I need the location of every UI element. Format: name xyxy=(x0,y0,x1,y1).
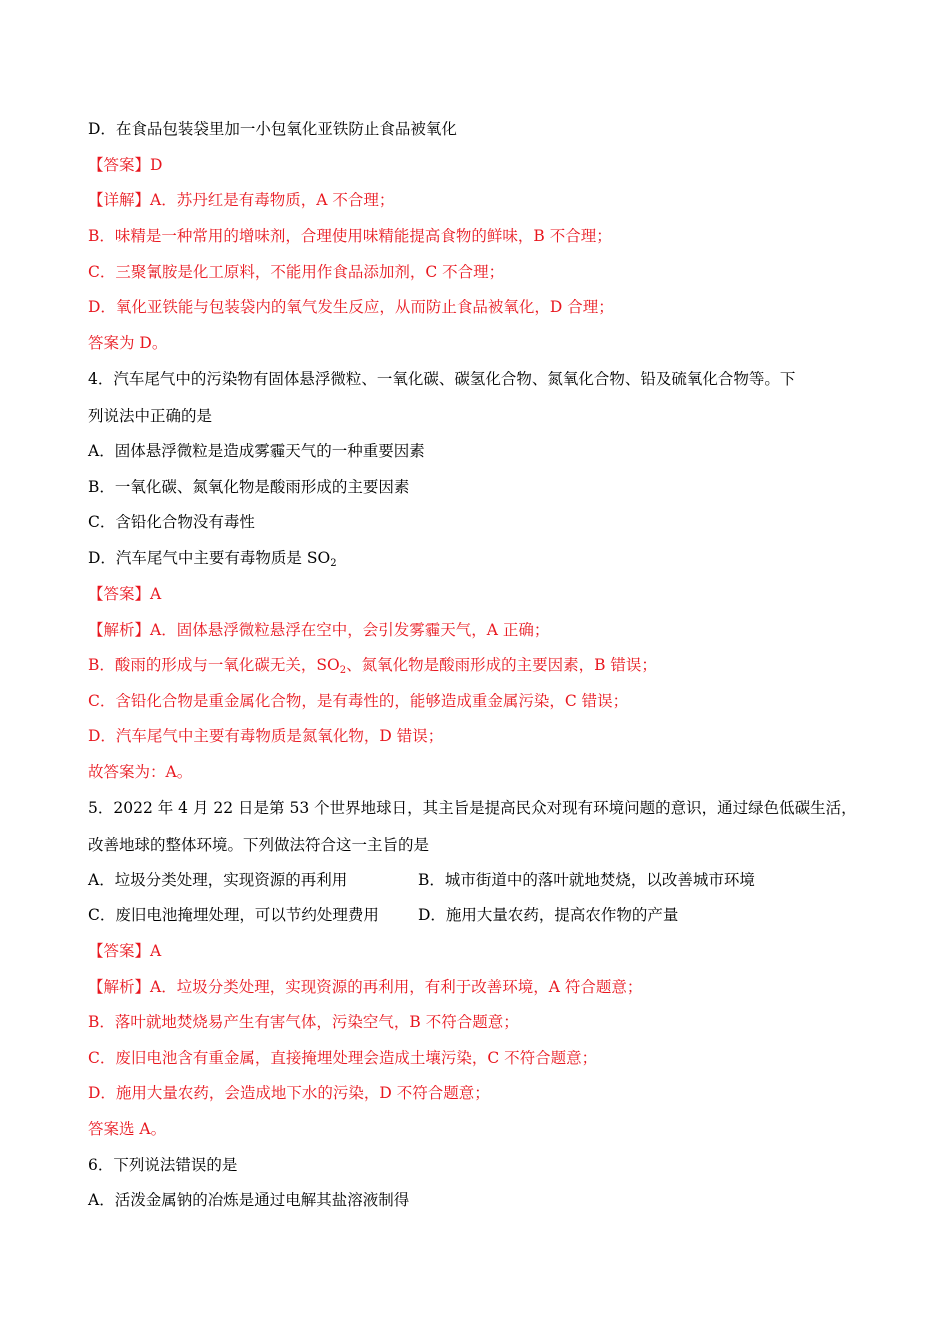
q5-analysis-label: 【解析】 xyxy=(88,978,151,996)
q3-detail-a xyxy=(88,190,394,210)
q4-option-d xyxy=(88,548,337,568)
q4-option-b: B．一氧化碳、氮氧化物是酸雨形成的主要因素 xyxy=(88,478,410,496)
q3-detail-c: C．三聚氰胺是化工原料，不能用作食品添加剂，C 不合理； xyxy=(88,263,505,281)
q5-option-b: B．城市街道中的落叶就地焚烧，以改善城市环境 xyxy=(418,871,755,889)
q4-analysis-d: D．汽车尾气中主要有毒物质是氮氧化物，D 错误； xyxy=(88,727,444,745)
q3-answer: 【答案】D xyxy=(88,156,163,174)
q5-conclusion: 答案选 A。 xyxy=(88,1120,167,1138)
q3-detail-a-text: A．苏丹红是有毒物质，A 不合理； xyxy=(150,191,395,209)
q5-stem-line2: 改善地球的整体环境。下列做法符合这一主旨的是 xyxy=(88,836,430,854)
q4-analysis-a xyxy=(88,620,549,640)
q5-analysis-a xyxy=(88,977,642,997)
q5-option-d: D．施用大量农药，提高农作物的产量 xyxy=(418,906,679,924)
q6-option-a: A．活泼金属钠的冶炼是通过电解其盐溶液制得 xyxy=(88,1191,410,1209)
q4-analysis-b-subscript: 2 xyxy=(339,665,347,676)
q3-detail-d: D．氧化亚铁能与包装袋内的氧气发生反应，从而防止食品被氧化，D 合理； xyxy=(88,298,614,316)
q4-analysis-c: C．含铅化合物是重金属化合物，是有毒性的，能够造成重金属污染，C 错误； xyxy=(88,692,629,710)
q4-option-c: C．含铅化合物没有毒性 xyxy=(88,513,255,531)
q5-option-c: C．废旧电池掩埋处理，可以节约处理费用 xyxy=(88,906,379,924)
q5-analysis-c: C．废旧电池含有重金属，直接掩埋处理会造成土壤污染，C 不符合题意； xyxy=(88,1049,598,1067)
q5-option-a: A．垃圾分类处理，实现资源的再利用 xyxy=(88,871,348,889)
q4-answer: 【答案】A xyxy=(88,585,162,603)
q4-stem-line2: 列说法中正确的是 xyxy=(88,407,213,425)
q5-analysis-a-text: A．垃圾分类处理，实现资源的再利用，有利于改善环境，A 符合题意； xyxy=(150,978,643,996)
q4-option-d-text: D．汽车尾气中主要有毒物质是 SO xyxy=(88,549,331,567)
q3-detail-label: 【详解】 xyxy=(88,191,151,209)
q5-stem-line1: 5．2022 年 4 月 22 日是第 53 个世界地球日，其主旨是提高民众对现有环境问题的意识，通过绿色低碳生活， xyxy=(88,799,857,817)
q4-option-d-subscript: 2 xyxy=(330,558,337,569)
q4-analysis-b-pre: B．酸雨的形成与一氧化碳无关，SO xyxy=(88,656,340,674)
q4-stem-line1: 4．汽车尾气中的污染物有固体悬浮微粒、一氧化碳、碳氢化合物、氮氧化合物、铅及硫氧化合物等。下 xyxy=(88,370,796,388)
q6-stem: 6．下列说法错误的是 xyxy=(88,1156,238,1174)
q3-option-d: D．在食品包装袋里加一小包氧化亚铁防止食品被氧化 xyxy=(88,120,457,138)
q5-analysis-d: D．施用大量农药，会造成地下水的污染，D 不符合题意； xyxy=(88,1084,490,1102)
q4-option-a: A．固体悬浮微粒是造成雾霾天气的一种重要因素 xyxy=(88,442,425,460)
q4-analysis-label: 【解析】 xyxy=(88,621,151,639)
q5-options-row1 xyxy=(88,870,347,890)
q5-answer: 【答案】A xyxy=(88,942,162,960)
q4-conclusion: 故答案为：A。 xyxy=(88,763,193,781)
q5-analysis-b: B．落叶就地焚烧易产生有害气体，污染空气，B 不符合题意； xyxy=(88,1013,519,1031)
q3-detail-b: B．味精是一种常用的增味剂，合理使用味精能提高食物的鲜味，B 不合理； xyxy=(88,227,612,245)
q4-analysis-a-text: A．固体悬浮微粒悬浮在空中，会引发雾霾天气，A 正确； xyxy=(150,621,550,639)
q4-analysis-b-post: 、氮氧化物是酸雨形成的主要因素，B 错误； xyxy=(346,656,657,674)
q4-analysis-b xyxy=(88,655,657,675)
q3-conclusion: 答案为 D。 xyxy=(88,334,168,352)
